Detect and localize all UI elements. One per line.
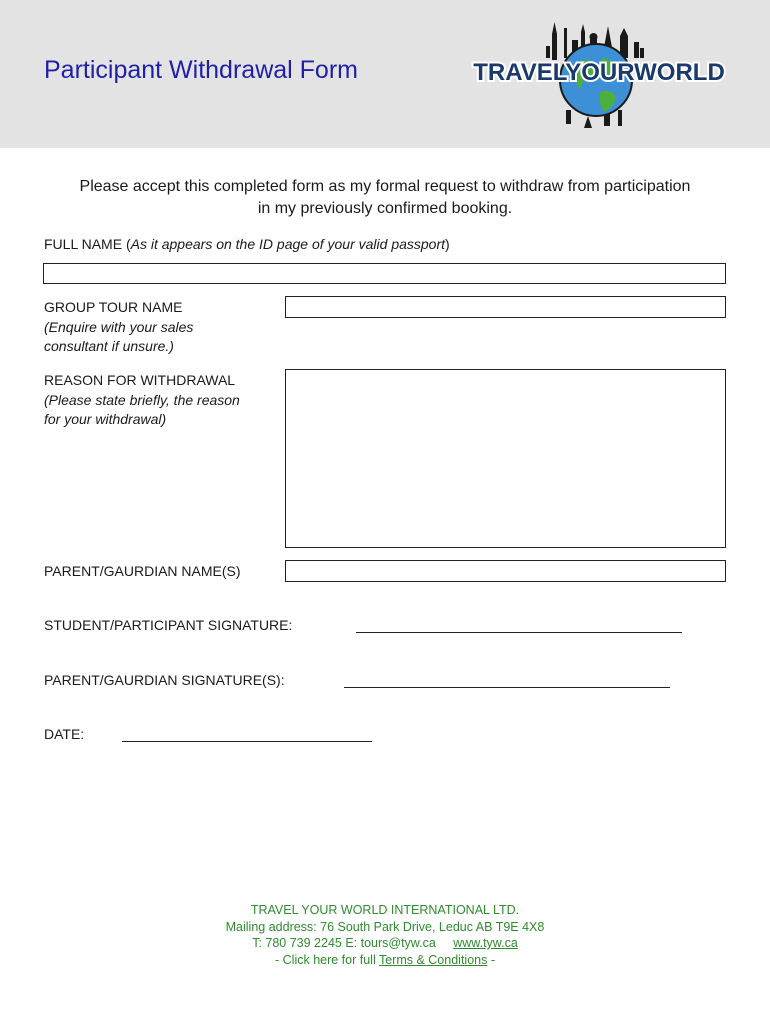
student-signature-line[interactable] <box>356 632 682 633</box>
footer-terms-line <box>0 952 770 969</box>
page-title: Participant Withdrawal Form <box>44 56 358 84</box>
parent-signature-label: PARENT/GAURDIAN SIGNATURE(S): <box>44 672 285 688</box>
group-tour-input[interactable] <box>285 296 726 318</box>
reason-hint <box>44 391 240 429</box>
header-band <box>0 0 770 148</box>
full-name-label: FULL NAME ( <box>44 236 131 252</box>
reason-hint-line-1: (Please state briefly, the reason <box>44 392 240 408</box>
footer <box>0 902 770 968</box>
group-tour-label: GROUP TOUR NAME <box>44 299 183 315</box>
intro-text <box>30 176 740 220</box>
footer-contact: T: 780 739 2245 E: tours@tyw.ca <box>252 936 436 950</box>
terms-prefix: - Click here for full <box>275 952 379 967</box>
group-tour-hint <box>44 318 193 356</box>
date-label: DATE: <box>44 726 85 742</box>
date-line[interactable] <box>122 741 372 742</box>
intro-line-1: Please accept this completed form as my formal request to withdraw from participation <box>79 178 691 195</box>
footer-company: TRAVEL YOUR WORLD INTERNATIONAL LTD. <box>250 903 520 917</box>
intro-line-2: in my previously confirmed booking. <box>257 200 513 217</box>
parent-name-input[interactable] <box>285 560 726 582</box>
full-name-hint: As it appears on the ID page of your valid passport <box>130 236 446 252</box>
full-name-label-close: ) <box>445 236 450 252</box>
reason-hint-line-2: for your withdrawal) <box>44 411 167 427</box>
website-link[interactable]: www.tyw.ca <box>453 936 518 950</box>
parent-name-label: PARENT/GAURDIAN NAME(S) <box>44 563 241 579</box>
travel-your-world-logo <box>468 18 730 130</box>
reason-textarea[interactable] <box>285 369 726 548</box>
footer-contact-line <box>0 935 770 952</box>
logo-wordmark: TRAVELYOURWORLD <box>473 59 725 86</box>
group-tour-hint-line-1: (Enquire with your sales <box>44 319 194 335</box>
parent-signature-line[interactable] <box>344 687 670 688</box>
reason-label: REASON FOR WITHDRAWAL <box>44 372 236 388</box>
student-signature-label: STUDENT/PARTICIPANT SIGNATURE: <box>44 617 293 633</box>
group-tour-hint-line-2: consultant if unsure.) <box>44 338 174 354</box>
terms-suffix: - <box>487 952 495 967</box>
footer-address: Mailing address: 76 South Park Drive, Leduc AB T9E 4X8 <box>225 919 545 934</box>
terms-link[interactable]: Terms & Conditions <box>378 952 488 967</box>
full-name-label-group <box>44 236 450 252</box>
full-name-input[interactable] <box>43 263 726 284</box>
